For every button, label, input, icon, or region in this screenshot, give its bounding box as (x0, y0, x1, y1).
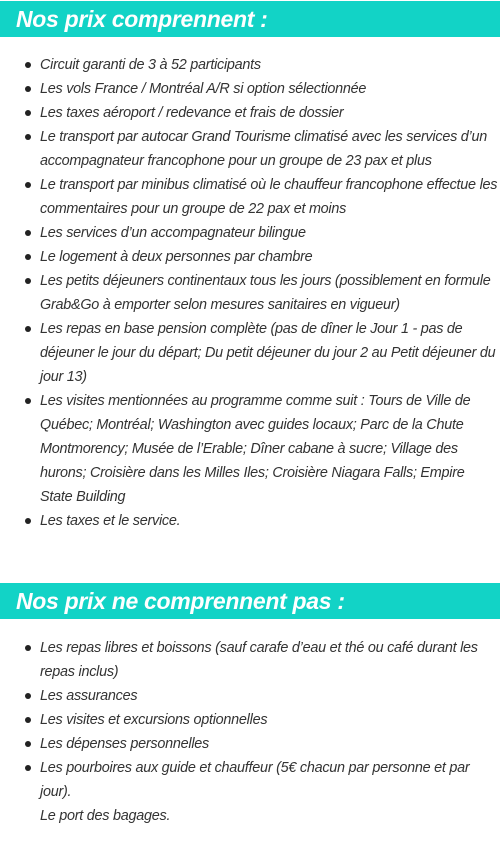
bullet-icon (25, 278, 31, 284)
list-item (0, 173, 500, 221)
bullet-icon (25, 645, 31, 651)
bullet-icon (25, 693, 31, 699)
list-item-text: Les repas en base pension complète (pas de dîner le Jour 1 - pas de déjeuner le jour du départ; Du petit déjeuner du jour 2 au Petit déjeuner du jour 13) (40, 321, 496, 385)
bullet-icon (25, 765, 31, 771)
list-item-text: Les pourboires aux guide et chauffeur (5€ chacun par personne et par jour). (40, 760, 470, 800)
bullet-icon (25, 398, 31, 404)
bullet-icon (25, 230, 31, 236)
list-item-text: Les repas libres et boissons (sauf carafe d’eau et thé ou café durant les repas inclus) (40, 640, 478, 680)
bullet-icon (25, 717, 31, 723)
list-item-text: Les visites et excursions optionnelles (40, 712, 268, 728)
list-item (0, 53, 500, 77)
bullet-icon (25, 182, 31, 188)
bullet-icon (25, 518, 31, 524)
list-item (0, 708, 500, 732)
list-item-text: Le transport par minibus climatisé où le chauffeur francophone effectue les commentaires pour un groupe de 22 pax et moins (40, 177, 498, 217)
bullet-icon (25, 134, 31, 140)
list-item-text: Les assurances (40, 688, 138, 704)
list-item-text: Les taxes et le service. (40, 513, 181, 529)
bullet-icon (25, 741, 31, 747)
bullet-icon (25, 86, 31, 92)
list-item (0, 77, 500, 101)
excluded-section-heading: Nos prix ne comprennent pas : (0, 583, 500, 619)
list-item-text: Les services d’un accompagnateur bilingue (40, 225, 306, 241)
list-item-text: Les taxes aéroport / redevance et frais de dossier (40, 105, 344, 121)
list-item (0, 101, 500, 125)
list-item (0, 509, 500, 533)
trailing-note: Le port des bagages. (40, 808, 171, 824)
list-item (0, 636, 500, 684)
list-item (0, 221, 500, 245)
bullet-icon (25, 110, 31, 116)
list-item-text: Le transport par autocar Grand Tourisme climatisé avec les services d’un accompagnateur francophone pour un groupe de 23 pax et plus (40, 129, 487, 169)
list-item-text: Circuit garanti de 3 à 52 participants (40, 57, 261, 73)
list-item (0, 269, 500, 317)
list-item-text: Les visites mentionnées au programme comme suit : Tours de Ville de Québec; Montréal; Washington avec guides locaux; Parc de la Chute Montmorency; Musée de l’Erable; Dîner cabane à sucre; Village des hurons; Croisière dans les Milles Iles; Croisière Niagara Falls; Empire State Building (40, 393, 471, 505)
list-item (0, 756, 500, 828)
list-item (0, 684, 500, 708)
list-item (0, 732, 500, 756)
list-item-text: Le logement à deux personnes par chambre (40, 249, 313, 265)
bullet-icon (25, 254, 31, 260)
bullet-icon (25, 326, 31, 332)
list-item-text: Les dépenses personnelles (40, 736, 209, 752)
bullet-icon (25, 62, 31, 68)
list-item-text: Les vols France / Montréal A/R si option sélectionnée (40, 81, 367, 97)
included-section-heading: Nos prix comprennent : (0, 1, 500, 37)
excluded-list (0, 636, 500, 828)
included-list (0, 53, 500, 533)
list-item (0, 125, 500, 173)
list-item (0, 389, 500, 509)
list-item (0, 245, 500, 269)
list-item-text: Les petits déjeuners continentaux tous les jours (possiblement en formule Grab&Go à emporter selon mesures sanitaires en vigueur) (40, 273, 491, 313)
list-item (0, 317, 500, 389)
